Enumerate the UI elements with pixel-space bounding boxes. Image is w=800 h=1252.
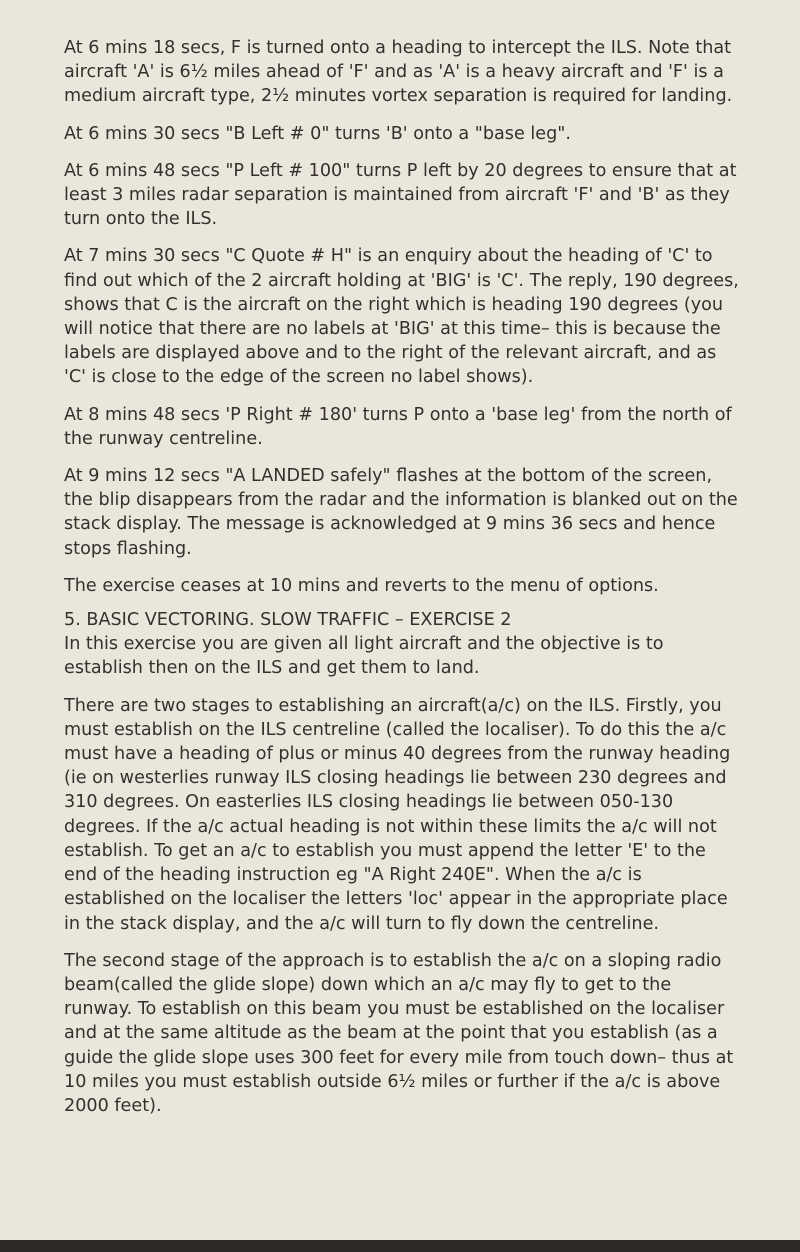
paragraph-8-48: At 8 mins 48 secs 'P Right # 180' turns P onto a 'base leg' from the north of the runway centreline. bbox=[64, 404, 732, 449]
section-intro: In this exercise you are given all light aircraft and the objective is to establish then on the ILS and get them to land. bbox=[64, 634, 664, 679]
bottom-rule bbox=[0, 1240, 800, 1252]
paragraph-9-12: At 9 mins 12 secs "A LANDED safely" flashes at the bottom of the screen, the blip disappears from the radar and the information is blanked out on the stack display. The message is acknowledged at 9 mins 36 secs and hence stops flashing. bbox=[64, 466, 738, 559]
paragraph-exercise-ceases: The exercise ceases at 10 mins and reverts to the menu of options. bbox=[64, 575, 659, 596]
paragraph-7-30: At 7 mins 30 secs "C Quote # H" is an enquiry about the heading of 'C' to find out which of the 2 aircraft holding at 'BIG' is 'C'. The reply, 190 degrees, shows that C is the aircraft on the right which is heading 190 degrees (you will notice that there are no labels at 'BIG' at this time– this is because the labels are displayed above and to the right of the relevant aircraft, and as 'C' is close to the edge of the screen no label shows). bbox=[64, 246, 739, 388]
section-stage-two: The second stage of the approach is to establish the a/c on a sloping radio beam(called the glide slope) down which an a/c may fly to get to the runway. To establish on this beam you must be established on the localiser and at the same altitude as the beam at the point that you establish (as a guide the glide slope uses 300 feet for every mile from touch down– thus at 10 miles you must establish outside 6½ miles or further if the a/c is above 2000 feet). bbox=[64, 950, 734, 1116]
paragraph-6-48: At 6 mins 48 secs "P Left # 100" turns P left by 20 degrees to ensure that at least 3 miles radar separation is maintained from aircraft 'F' and 'B' as they turn onto the ILS. bbox=[64, 160, 737, 230]
paragraph-6-18: At 6 mins 18 secs, F is turned onto a heading to intercept the ILS. Note that aircraft 'A' is 6½ miles ahead of 'F' and as 'A' is a heavy aircraft and 'F' is a medium aircraft type, 2½ minutes vortex separation is required for landing. bbox=[64, 38, 733, 107]
section-heading: 5. BASIC VECTORING. SLOW TRAFFIC – EXERCISE 2 bbox=[64, 610, 512, 631]
paragraph-6-30: At 6 mins 30 secs "B Left # 0" turns 'B' onto a "base leg". bbox=[64, 123, 571, 144]
section-stage-one: There are two stages to establishing an aircraft(a/c) on the ILS. Firstly, you must establish on the ILS centreline (called the localiser). To do this the a/c must have a heading of plus or minus 40 degrees from the runway heading (ie on westerlies runway ILS closing headings lie between 230 degrees and 310 degrees. On easterlies ILS closing headings lie between 050-130 degrees. If the a/c actual heading is not within these limits the a/c will not establish. To get an a/c to establish you must append the letter 'E' to the end of the heading instruction eg "A Right 240E". When the a/c is established on the localiser the letters 'loc' appear in the appropriate place in the stack display, and the a/c will turn to fly down the centreline. bbox=[64, 695, 731, 934]
document-body bbox=[64, 36, 740, 1131]
